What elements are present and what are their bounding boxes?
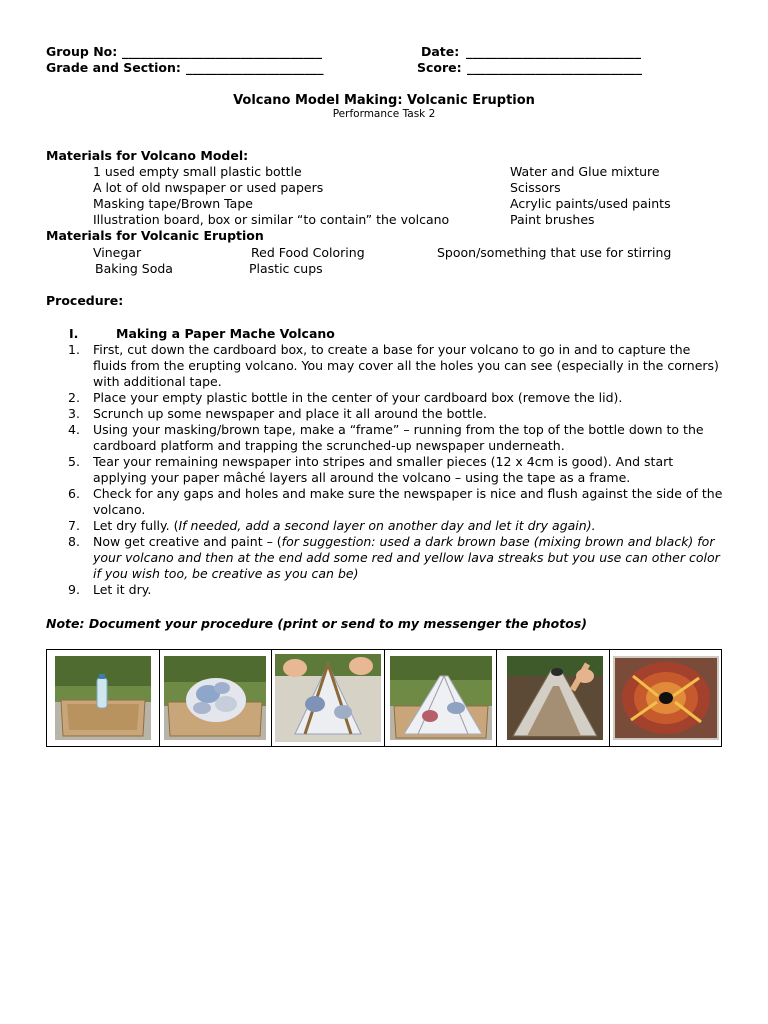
- score-label: Score:: [417, 60, 462, 75]
- material-item: Scissors: [510, 180, 561, 195]
- material-item: Water and Glue mixture: [510, 164, 660, 179]
- procedure-step: 8. Now get creative and paint – (for suggestion: used a dark brown base (mixing brown and black) for your volcano and then at the end add some red and yellow lava streaks but you use can other color if you wish too, be creative as you can be): [68, 534, 720, 581]
- procedure-steps: [46, 342, 726, 598]
- materials-model-heading: Materials for Volcano Model:: [46, 148, 249, 163]
- procedure-step: 5. Tear your remaining newspaper into stripes and smaller pieces (12 x 4cm is good). And start applying your paper mâché layers all around the volcano – using the tape as a frame.: [68, 454, 674, 485]
- photo-paper-mache-layers: [390, 656, 492, 740]
- material-item: 1 used empty small plastic bottle: [93, 164, 302, 179]
- photo-box-with-newspaper: [164, 656, 266, 740]
- photo-cell: [384, 650, 497, 747]
- procedure-step: 9. Let it dry.: [68, 582, 152, 597]
- section-title: Making a Paper Mache Volcano: [116, 326, 335, 341]
- grade-section-label: Grade and Section:: [46, 60, 181, 75]
- grade-section-field[interactable]: ______________________: [186, 60, 324, 75]
- group-label: Group No:: [46, 44, 118, 59]
- material-item: Masking tape/Brown Tape: [93, 196, 253, 211]
- photo-box-with-bottle: [55, 656, 151, 740]
- procedure-step: 4. Using your masking/brown tape, make a “frame” – running from the top of the bottle down to the cardboard platform and trapping the scrunched-up newspaper underneath.: [68, 422, 704, 453]
- photo-cell: [272, 650, 385, 747]
- documentation-note: Note: Document your procedure (print or send to my messenger the photos): [46, 616, 587, 631]
- procedure-step: 7. Let dry fully. (If needed, add a second layer on another day and let it dry again).: [68, 518, 596, 533]
- materials-eruption-heading: Materials for Volcanic Eruption: [46, 228, 264, 243]
- group-field[interactable]: ________________________________: [122, 44, 322, 59]
- photo-cell: [609, 650, 722, 747]
- procedure-step: 6. Check for any gaps and holes and make sure the newspaper is nice and flush against the side of the volcano.: [68, 486, 723, 517]
- photo-cell: [497, 650, 610, 747]
- material-item: Paint brushes: [510, 212, 595, 227]
- photo-cell: [47, 650, 160, 747]
- photo-painting-volcano: [507, 656, 603, 740]
- material-item: Vinegar: [93, 245, 142, 260]
- section-number: I.: [69, 326, 79, 341]
- date-field[interactable]: ____________________________: [466, 44, 641, 59]
- material-item: Illustration board, box or similar “to contain” the volcano: [93, 212, 450, 227]
- photo-strip: [46, 649, 722, 747]
- material-item: Spoon/something that use for stirring: [437, 245, 672, 260]
- document-title: Volcano Model Making: Volcanic Eruption: [233, 93, 535, 108]
- date-label: Date:: [421, 44, 460, 59]
- procedure-step: 2. Place your empty plastic bottle in the center of your cardboard box (remove the lid).: [68, 390, 623, 405]
- material-item: Red Food Coloring: [251, 245, 365, 260]
- material-item: A lot of old nwspaper or used papers: [93, 180, 324, 195]
- material-item: Plastic cups: [249, 261, 323, 276]
- score-field[interactable]: ____________________________: [467, 60, 642, 75]
- photo-cell: [159, 650, 272, 747]
- material-item: Acrylic paints/used paints: [510, 196, 671, 211]
- procedure-heading: Procedure:: [46, 293, 124, 308]
- procedure-step: 1. First, cut down the cardboard box, to create a base for your volcano to go in and to capture the fluids from the erupting volcano. You may cover all the holes you can see (especially in the corners) with additional tape.: [68, 342, 719, 389]
- document-subtitle: Performance Task 2: [332, 108, 436, 120]
- photo-painted-volcano-top: [613, 656, 719, 740]
- photo-hands-taping: [275, 654, 381, 742]
- procedure-step: 3. Scrunch up some newspaper and place it all around the bottle.: [68, 406, 488, 421]
- material-item: Baking Soda: [95, 261, 173, 276]
